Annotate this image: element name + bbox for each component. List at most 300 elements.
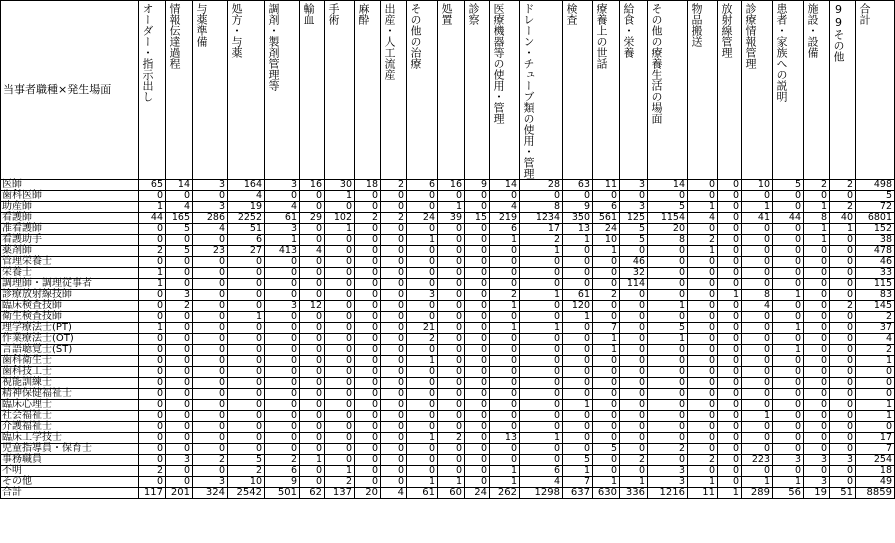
table-cell: 219 [490,213,520,224]
table-cell: 5 [620,235,648,246]
table-cell: 0 [742,444,773,455]
table-cell: 0 [563,334,593,345]
table-cell: 24 [407,213,438,224]
table-cell: 0 [325,444,355,455]
table-cell: 0 [438,378,465,389]
table-cell: 0 [688,356,718,367]
table-cell: 0 [490,411,520,422]
table-cell: 0 [688,290,718,301]
table-cell: 2 [193,455,228,466]
table-cell: 498 [856,180,895,191]
table-cell: 0 [265,367,300,378]
table-cell: 0 [520,312,563,323]
table-cell: 0 [355,444,381,455]
table-cell: 0 [830,290,856,301]
table-cell: 0 [355,224,381,235]
table-cell: 2 [593,290,620,301]
table-cell: 0 [438,224,465,235]
table-cell: 0 [490,279,520,290]
table-cell: 0 [742,246,773,257]
table-cell: 0 [490,246,520,257]
table-cell: 0 [193,301,228,312]
table-cell: 0 [830,246,856,257]
table-cell: 0 [265,279,300,290]
table-cell: 0 [355,290,381,301]
table-cell: 8 [520,202,563,213]
row-label: 栄養士 [1,268,139,279]
table-cell: 0 [381,235,407,246]
table-cell: 0 [166,378,193,389]
table-cell: 1 [773,323,804,334]
table-cell: 1 [563,312,593,323]
table-cell: 0 [381,400,407,411]
table-cell: 0 [139,389,166,400]
column-header-label: 情報伝達過程 [168,3,181,69]
row-label: 管理栄養士 [1,257,139,268]
table-cell: 0 [773,246,804,257]
table-cell: 1 [648,301,688,312]
table-cell: 1 [490,466,520,477]
column-header-label: 検査 [565,3,578,25]
row-label: 作業療法士(OT) [1,334,139,345]
table-cell: 165 [166,213,193,224]
table-cell: 1 [139,268,166,279]
table-cell: 1 [688,202,718,213]
column-header-label: 物品搬送 [690,3,703,47]
table-cell: 0 [804,411,830,422]
table-cell: 0 [465,224,490,235]
table-cell: 3 [804,477,830,488]
table-cell: 0 [804,246,830,257]
table-cell: 2 [139,246,166,257]
table-cell: 0 [830,279,856,290]
table-cell: 0 [804,433,830,444]
table-cell: 0 [804,301,830,312]
table-cell: 0 [166,191,193,202]
table-cell: 0 [830,422,856,433]
table-row [1,301,895,312]
table-cell: 0 [193,466,228,477]
table-cell: 1 [520,246,563,257]
table-cell: 0 [265,191,300,202]
table-cell: 0 [193,279,228,290]
table-cell: 0 [563,389,593,400]
column-header [438,1,465,180]
table-cell: 0 [804,356,830,367]
table-cell: 5 [648,323,688,334]
table-cell: 0 [718,191,742,202]
table-cell: 0 [520,356,563,367]
table-cell: 0 [325,422,355,433]
table-cell: 0 [718,455,742,466]
table-cell: 0 [804,400,830,411]
table-cell: 0 [620,411,648,422]
row-label: 調理師・調理従事者 [1,279,139,290]
table-cell: 0 [355,246,381,257]
table-cell: 3 [620,202,648,213]
table-cell: 0 [300,378,325,389]
table-cell: 3 [265,224,300,235]
table-cell: 0 [593,268,620,279]
table-cell: 6801 [856,213,895,224]
table-row [1,213,895,224]
table-cell: 2 [830,202,856,213]
table-cell: 4 [520,477,563,488]
column-header [520,1,563,180]
table-cell: 0 [265,378,300,389]
table-cell: 0 [773,334,804,345]
table-cell: 0 [620,323,648,334]
table-cell: 0 [438,235,465,246]
table-row [1,334,895,345]
table-cell: 0 [228,301,265,312]
column-header [648,1,688,180]
table-cell: 0 [648,279,688,290]
table-cell: 0 [688,301,718,312]
table-cell: 0 [742,356,773,367]
table-cell: 0 [139,345,166,356]
table-cell: 0 [300,422,325,433]
table-cell: 3 [804,455,830,466]
table-cell: 1 [300,455,325,466]
table-cell: 0 [139,235,166,246]
row-label: 視能訓練士 [1,378,139,389]
table-cell: 0 [265,422,300,433]
table-cell: 83 [856,290,895,301]
table-cell: 0 [718,334,742,345]
column-header [856,1,895,180]
table-cell: 0 [325,312,355,323]
table-cell: 0 [520,345,563,356]
table-cell: 17 [856,433,895,444]
table-cell: 0 [228,334,265,345]
table-cell: 0 [773,235,804,246]
table-cell: 0 [718,367,742,378]
table-cell: 0 [139,422,166,433]
table-cell: 49 [856,477,895,488]
table-cell: 0 [265,290,300,301]
table-cell: 137 [325,488,355,499]
table-cell: 0 [688,389,718,400]
table-cell: 6 [265,466,300,477]
table-cell: 0 [139,367,166,378]
table-cell: 46 [856,257,895,268]
table-cell: 40 [830,213,856,224]
table-cell: 0 [718,466,742,477]
table-cell: 3 [193,202,228,213]
table-cell: 5 [563,455,593,466]
table-cell: 0 [355,191,381,202]
table-cell: 2252 [228,213,265,224]
table-cell: 0 [166,477,193,488]
table-cell: 0 [166,422,193,433]
table-cell: 1 [718,290,742,301]
table-cell: 0 [300,312,325,323]
table-cell: 3 [265,180,300,191]
table-cell: 15 [465,213,490,224]
table-cell: 5 [648,202,688,213]
table-cell: 0 [228,268,265,279]
row-label: 精神保健福祉士 [1,389,139,400]
table-cell: 1 [593,246,620,257]
table-cell: 0 [438,389,465,400]
column-header [742,1,773,180]
table-cell: 0 [563,191,593,202]
table-cell: 0 [804,466,830,477]
table-cell: 0 [830,334,856,345]
table-cell: 0 [228,422,265,433]
table-cell: 0 [193,345,228,356]
table-cell: 1 [773,290,804,301]
table-cell: 0 [355,257,381,268]
table-cell: 7 [856,444,895,455]
table-cell: 0 [773,202,804,213]
table-cell: 2 [520,235,563,246]
table-row [1,290,895,301]
table-cell: 0 [718,356,742,367]
table-cell: 0 [563,356,593,367]
table-cell: 0 [688,334,718,345]
table-cell: 0 [166,312,193,323]
table-cell: 0 [381,477,407,488]
total-row [1,488,895,499]
table-cell: 0 [773,268,804,279]
table-cell: 0 [166,268,193,279]
table-cell: 0 [688,279,718,290]
row-label: その他 [1,477,139,488]
table-cell: 0 [465,378,490,389]
table-cell: 0 [718,202,742,213]
table-cell: 145 [856,301,895,312]
table-cell: 5 [773,180,804,191]
table-cell: 0 [355,477,381,488]
table-cell: 0 [773,257,804,268]
table-cell: 6 [228,235,265,246]
table-cell: 286 [193,213,228,224]
column-header-label: 合計 [858,3,871,25]
table-cell: 61 [265,213,300,224]
row-label: 児童指導員・保育士 [1,444,139,455]
table-cell: 1 [438,202,465,213]
table-cell: 0 [465,455,490,466]
table-cell: 1 [773,477,804,488]
row-label: 臨床検査技師 [1,301,139,312]
table-cell: 0 [773,389,804,400]
table-cell: 0 [688,268,718,279]
table-cell: 0 [166,367,193,378]
table-cell: 223 [742,455,773,466]
table-cell: 0 [166,411,193,422]
table-cell: 0 [325,290,355,301]
row-label: 看護助手 [1,235,139,246]
table-cell: 0 [742,224,773,235]
table-cell: 0 [688,257,718,268]
table-cell: 0 [856,422,895,433]
table-cell: 0 [465,191,490,202]
column-header-label: 医療機器等の使用・管理 [492,3,505,124]
table-cell: 2 [139,466,166,477]
row-label: 事務職員 [1,455,139,466]
table-cell: 0 [228,257,265,268]
table-cell: 0 [438,356,465,367]
table-cell: 0 [381,455,407,466]
table-cell: 9 [563,202,593,213]
table-cell: 0 [773,301,804,312]
table-cell: 0 [620,356,648,367]
table-row [1,356,895,367]
table-cell: 0 [265,257,300,268]
table-cell: 0 [830,367,856,378]
table-cell: 0 [593,422,620,433]
table-cell: 3 [166,290,193,301]
table-cell: 1 [490,477,520,488]
table-cell: 0 [166,334,193,345]
table-cell: 0 [804,444,830,455]
table-cell: 16 [300,180,325,191]
table-cell: 152 [856,224,895,235]
table-cell: 0 [742,345,773,356]
table-cell: 0 [381,257,407,268]
table-cell: 0 [325,202,355,213]
table-cell: 3 [773,455,804,466]
table-cell: 0 [193,411,228,422]
table-cell: 0 [300,224,325,235]
table-row [1,224,895,235]
table-cell: 1 [520,290,563,301]
table-cell: 630 [593,488,620,499]
table-cell: 0 [465,367,490,378]
table-cell: 0 [407,301,438,312]
table-cell: 0 [856,367,895,378]
table-cell: 1 [648,334,688,345]
table-cell: 0 [407,268,438,279]
row-label: 歯科技工士 [1,367,139,378]
table-cell: 0 [381,323,407,334]
table-cell: 0 [773,279,804,290]
table-cell: 0 [355,334,381,345]
table-cell: 0 [300,433,325,444]
table-cell: 0 [520,400,563,411]
table-cell: 0 [407,389,438,400]
table-cell: 0 [438,301,465,312]
column-header [563,1,593,180]
table-cell: 0 [804,257,830,268]
table-cell: 0 [773,224,804,235]
table-cell: 0 [563,378,593,389]
column-header [407,1,438,180]
table-cell: 0 [648,367,688,378]
table-cell: 5 [620,224,648,235]
table-cell: 4 [381,488,407,499]
table-cell: 0 [193,257,228,268]
table-cell: 0 [804,345,830,356]
table-cell: 0 [166,257,193,268]
table-cell: 0 [718,400,742,411]
table-cell: 0 [139,477,166,488]
table-cell: 0 [742,389,773,400]
table-cell: 0 [355,422,381,433]
table-cell: 0 [830,191,856,202]
table-cell: 0 [139,455,166,466]
table-cell: 0 [688,378,718,389]
table-cell: 0 [742,191,773,202]
table-cell: 0 [325,367,355,378]
table-cell: 0 [438,422,465,433]
table-cell: 10 [228,477,265,488]
table-row [1,268,895,279]
table-cell: 3 [648,477,688,488]
table-cell: 3 [648,466,688,477]
table-cell: 0 [139,290,166,301]
table-cell: 0 [773,444,804,455]
table-cell: 0 [648,422,688,433]
table-cell: 0 [742,257,773,268]
table-cell: 4 [265,202,300,213]
table-cell: 0 [228,411,265,422]
table-cell: 0 [490,268,520,279]
table-cell: 8859 [856,488,895,499]
table-cell: 0 [688,411,718,422]
table-cell: 0 [325,323,355,334]
table-cell: 0 [265,268,300,279]
table-cell: 637 [563,488,593,499]
table-cell: 0 [490,334,520,345]
table-cell: 0 [490,455,520,466]
table-cell: 0 [407,422,438,433]
table-cell: 0 [593,301,620,312]
table-cell: 6 [490,224,520,235]
table-cell: 0 [193,367,228,378]
row-label: 診療放射線技師 [1,290,139,301]
table-cell: 0 [593,279,620,290]
table-cell: 0 [193,389,228,400]
table-cell: 51 [228,224,265,235]
table-cell: 0 [438,279,465,290]
column-header-label: 処置 [440,3,453,25]
table-row [1,378,895,389]
table-cell: 0 [228,356,265,367]
table-cell: 0 [830,323,856,334]
table-cell: 0 [166,323,193,334]
table-cell: 0 [742,235,773,246]
table-cell: 0 [593,312,620,323]
table-cell: 0 [465,334,490,345]
table-cell: 0 [688,312,718,323]
table-cell: 0 [166,235,193,246]
table-cell: 0 [438,455,465,466]
table-cell: 0 [193,334,228,345]
table-cell: 0 [438,323,465,334]
table-cell: 0 [438,334,465,345]
table-cell: 0 [718,235,742,246]
table-cell: 0 [520,279,563,290]
column-header-label: 給食・栄養 [622,3,635,58]
table-cell: 41 [742,213,773,224]
table-cell: 0 [620,444,648,455]
table-cell: 0 [407,257,438,268]
table-cell: 0 [325,345,355,356]
table-cell: 0 [830,477,856,488]
table-cell: 125 [620,213,648,224]
table-cell: 0 [773,433,804,444]
table-cell: 0 [563,367,593,378]
table-cell: 0 [407,224,438,235]
table-cell: 0 [688,444,718,455]
table-cell: 120 [563,301,593,312]
column-header-label: 調剤・製剤管理等 [267,3,280,91]
table-cell: 0 [355,400,381,411]
column-header [688,1,718,180]
